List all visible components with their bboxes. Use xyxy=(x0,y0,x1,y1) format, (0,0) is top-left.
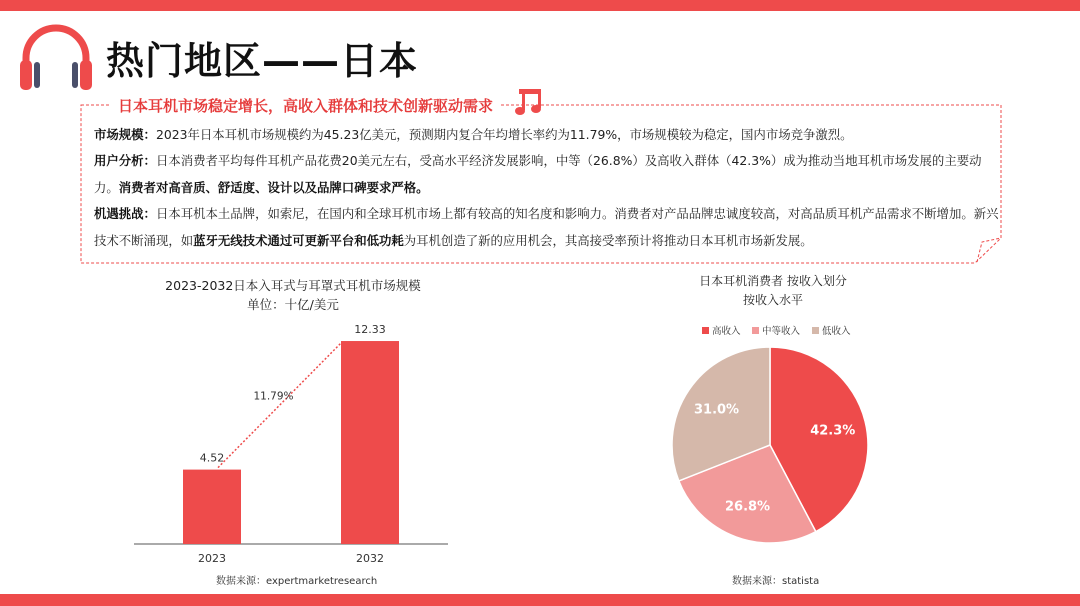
opportunity-label: 机遇挑战： xyxy=(94,206,156,221)
legend-swatch xyxy=(702,327,709,334)
music-note-icon xyxy=(512,86,548,118)
pie-chart-source: 数据来源：statista xyxy=(732,576,820,587)
bar-chart xyxy=(120,323,460,570)
pie-chart-subtitle: 按收入水平 xyxy=(742,293,803,307)
user-analysis-emphasis: 消费者对高音质、舒适度、设计以及品牌口碑要求严格。 xyxy=(118,179,429,195)
pie-slice-label: 31.0% xyxy=(693,402,740,418)
pie-chart-title: 日本耳机消费者 按收入划分 xyxy=(699,274,847,288)
bar-chart-source: 数据来源：expertmarketresearch xyxy=(216,576,378,587)
market-size-paragraph xyxy=(94,122,999,149)
legend-label: 低收入 xyxy=(822,326,851,337)
pie-chart-title-block xyxy=(668,272,878,310)
subheading: 日本耳机市场稳定增长，高收入群体和技术创新驱动需求 xyxy=(110,95,501,116)
legend-swatch xyxy=(812,327,819,334)
bar-category-label: 2032 xyxy=(356,552,384,565)
bar-value-label: 4.52 xyxy=(199,451,225,465)
legend-label: 高收入 xyxy=(712,326,741,337)
market-size-label: 市场规模： xyxy=(94,127,156,142)
user-analysis-label: 用户分析： xyxy=(94,153,156,168)
market-size-text: 2023年日本耳机市场规模约为45.23亿美元，预测期内复合年均增长率约为11.79%，市场规模较为稳定，国内市场竞争激烈。 xyxy=(155,127,853,142)
bar-2023 xyxy=(183,470,241,544)
bar-category-label: 2023 xyxy=(198,552,226,565)
bar-chart-title: 2023-2032日本入耳式与耳罩式耳机市场规模 xyxy=(165,278,421,293)
user-analysis-text: 日本消费者平均每件耳机产品花费20美元左右，受高水平经济发展影响，中等（26.8%）及高收入群体（42.3%）成为推动当地耳机市场发展的主要动力。 xyxy=(94,153,982,195)
pie-slice-label: 42.3% xyxy=(810,423,856,439)
headphone-icon xyxy=(16,22,96,92)
legend-swatch xyxy=(752,327,759,334)
user-analysis-paragraph xyxy=(94,148,999,201)
opportunity-paragraph xyxy=(94,201,999,254)
page-title: 热门地区——日本 xyxy=(106,39,419,83)
growth-rate-label: 11.79% xyxy=(253,390,294,403)
bar-value-label: 12.33 xyxy=(354,323,386,337)
pie-chart xyxy=(660,318,880,558)
bar-2032 xyxy=(341,341,399,544)
legend-label: 中等收入 xyxy=(762,326,801,337)
bottom-accent-bar xyxy=(0,594,1080,606)
top-accent-bar xyxy=(0,0,1080,11)
opportunity-text-b: 为耳机创造了新的应用机会，其高接受率预计将推动日本耳机市场新发展。 xyxy=(403,232,813,248)
opportunity-text-a: 日本耳机本土品牌，如索尼，在国内和全球耳机市场上都有较高的知名度和影响力。消费者对产品品牌忠诚度较高，对高品质耳机产品需求不断增加。新兴技术不断涌现，如 xyxy=(94,206,999,248)
bar-chart-title-block xyxy=(128,276,458,314)
opportunity-emphasis: 蓝牙无线技术通过可更新平台和低功耗 xyxy=(193,232,404,248)
bar-chart-subtitle: 单位：十亿/美元 xyxy=(247,297,339,312)
growth-trend-line xyxy=(218,343,341,468)
pie-slice-label: 26.8% xyxy=(724,499,771,515)
